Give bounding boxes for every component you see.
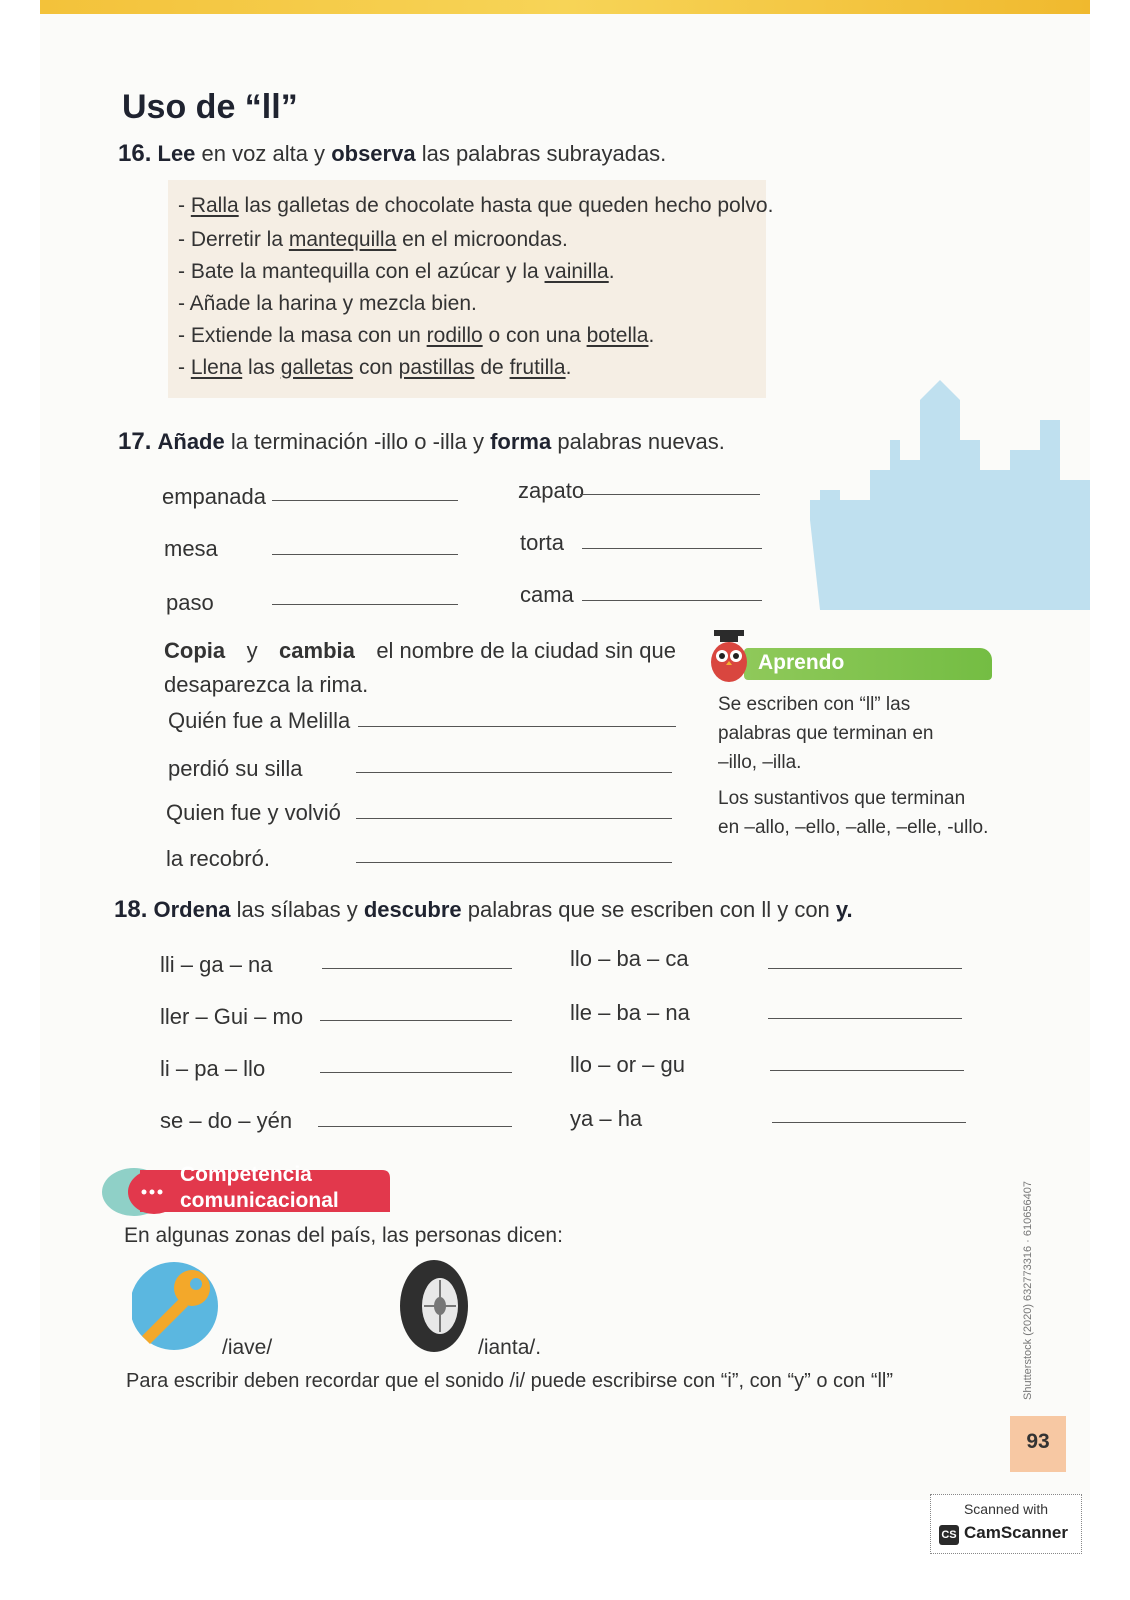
tire-icon	[396, 1256, 472, 1356]
copy-verb-copia: Copia	[164, 638, 226, 663]
aprendo-box	[706, 648, 1006, 848]
exercise-18-rest: palabras que se escriben con ll y con	[467, 897, 830, 922]
camscanner-brand: CamScanner	[964, 1523, 1068, 1542]
copy-instruction-line-2: desaparezca la rima.	[164, 672, 369, 697]
recipe-line-4	[178, 292, 477, 316]
exercise-18-verb-descubre: descubre	[363, 897, 462, 922]
exercise-16-rest: las palabras subrayadas.	[421, 141, 667, 166]
aprendo-p2-line-2: en –allo, –ello, –alle, –elle, -ullo.	[718, 817, 989, 838]
owl-icon	[706, 628, 756, 684]
competencia-label-line-1: Competencia	[180, 1163, 312, 1186]
recipe-line-2	[178, 228, 568, 252]
aprendo-p1-line-2: palabras que terminan en	[718, 723, 934, 744]
exercise-18-tail: y.	[835, 897, 853, 922]
ex17-blank-right-3[interactable]	[582, 600, 762, 601]
exercise-17-instruction	[118, 428, 725, 456]
underlined-word: vainilla	[544, 260, 609, 283]
recipe-box	[168, 180, 774, 398]
underlined-word: botella	[586, 324, 649, 347]
underlined-word: Ralla	[190, 194, 239, 217]
ex18-left-1: lli – ga – na	[160, 952, 273, 977]
competencia-label-line-2: comunicacional	[180, 1189, 339, 1212]
verse-2: perdió su silla	[168, 756, 303, 781]
underlined-word: galletas	[280, 356, 354, 379]
underlined-word: frutilla	[509, 356, 566, 379]
ex17-blank-right-1[interactable]	[580, 494, 760, 495]
exercise-16-instruction	[118, 140, 666, 168]
competencia-label	[180, 1162, 339, 1214]
ex18-left-2: ller – Gui – mo	[160, 1004, 304, 1029]
recipe-text: .	[648, 324, 655, 347]
aprendo-p1-line-3: –illo, –illa.	[718, 752, 802, 773]
competencia-banner	[100, 1160, 390, 1224]
city-skyline-illustration	[810, 380, 1090, 620]
copy-instruction	[164, 634, 676, 702]
page-number-tab	[1010, 1416, 1066, 1472]
aprendo-label: Aprendo	[758, 651, 845, 674]
ex18-right-1-blank[interactable]	[768, 968, 962, 969]
recipe-text: las	[242, 356, 281, 379]
ex18-right-4-blank[interactable]	[772, 1122, 966, 1123]
recipe-line-5	[178, 324, 654, 348]
recipe-text: .	[608, 260, 615, 283]
recipe-text: -	[178, 194, 191, 217]
key-icon	[132, 1258, 222, 1358]
ex18-right-1: llo – ba – ca	[570, 946, 689, 971]
ex18-right-3: llo – or – gu	[570, 1052, 685, 1077]
copy-instruction-line-1	[164, 634, 676, 668]
recipe-text: -	[178, 356, 191, 379]
ex18-left-1-blank[interactable]	[322, 968, 512, 969]
ex17-word-right-1: zapato	[518, 478, 585, 503]
exercise-17-verb-anade: Añade	[157, 429, 225, 454]
recipe-text: .	[565, 356, 572, 379]
recipe-line-3	[178, 260, 615, 284]
camscanner-logo: CS	[939, 1525, 959, 1545]
recipe-line-6	[178, 356, 571, 380]
exercise-18-verb-ordena: Ordena	[153, 897, 231, 922]
ex17-blank-left-3[interactable]	[272, 604, 458, 605]
underlined-word: mantequilla	[288, 228, 397, 251]
camscanner-caption: Scanned with	[963, 1501, 1049, 1517]
ex18-left-2-blank[interactable]	[320, 1020, 512, 1021]
workbook-page	[40, 0, 1090, 1500]
aprendo-paragraph-2	[718, 784, 988, 842]
ex18-left-4-blank[interactable]	[318, 1126, 512, 1127]
ex17-word-left-1: empanada	[162, 484, 266, 509]
verse-4: la recobró.	[166, 846, 270, 871]
ex17-blank-right-2[interactable]	[582, 548, 762, 549]
exercise-18-instruction	[114, 896, 853, 924]
ex17-word-right-2: torta	[520, 530, 565, 555]
ex18-right-3-blank[interactable]	[770, 1070, 964, 1071]
exercise-16-number: 16.	[118, 140, 152, 167]
copy-y: y	[246, 638, 258, 663]
exercise-17-number: 17.	[118, 428, 152, 455]
underlined-word: Llena	[190, 356, 243, 379]
verse-3: Quien fue y volvió	[166, 800, 341, 825]
verse-1: Quién fue a Melilla	[168, 708, 351, 733]
recipe-text: de	[474, 356, 510, 379]
verse-4-blank[interactable]	[356, 862, 672, 863]
recipe-text: o con una	[482, 324, 587, 347]
exercise-17-verb-forma: forma	[490, 429, 552, 454]
page-number: 93	[1026, 1430, 1050, 1453]
copy-verb-cambia: cambia	[279, 638, 355, 663]
recipe-text: - Extiende la masa con un	[178, 324, 427, 347]
exercise-18-number: 18.	[114, 896, 148, 923]
ex18-right-2-blank[interactable]	[768, 1018, 962, 1019]
recipe-text: las galletas de chocolate hasta que queden hecho polvo.	[238, 194, 774, 217]
exercise-17-rest: palabras nuevas.	[557, 429, 725, 454]
exercise-16-verb-observa: observa	[331, 141, 416, 166]
ex17-word-left-3: paso	[166, 590, 214, 615]
competencia-intro: En algunas zonas del país, las personas dicen:	[124, 1224, 563, 1247]
ex17-word-left-2: mesa	[164, 536, 218, 561]
recipe-text: - Derretir la	[178, 228, 289, 251]
ex18-right-2: lle – ba – na	[570, 1000, 690, 1025]
exercise-17-middle: la terminación -illo o -illa y	[230, 429, 484, 454]
recipe-line-1	[178, 194, 773, 218]
recipe-text: en el microondas.	[396, 228, 568, 251]
ex18-right-4: ya – ha	[570, 1106, 643, 1131]
ex17-blank-left-2[interactable]	[272, 554, 458, 555]
image-credit: Shutterstock (2020) 632773316 · 610656407	[1022, 1181, 1034, 1400]
aprendo-p2-line-1: Los sustantivos que terminan	[718, 788, 966, 809]
camscanner-watermark	[930, 1494, 1082, 1554]
exercise-16-verb-lee: Lee	[157, 141, 196, 166]
ex18-left-3: li – pa – llo	[160, 1056, 266, 1081]
exercise-18-middle: las sílabas y	[236, 897, 358, 922]
aprendo-p1-line-1: Se escriben con “ll” las	[718, 694, 911, 715]
ex18-left-3-blank[interactable]	[320, 1072, 512, 1073]
recipe-text: - Bate la mantequilla con el azúcar y la	[178, 260, 545, 283]
copy-line1-rest: el nombre de la ciudad sin que	[376, 638, 676, 663]
verse-1-blank[interactable]	[358, 726, 676, 727]
aprendo-paragraph-1	[718, 690, 933, 777]
exercise-16-middle: en voz alta y	[201, 141, 326, 166]
underlined-word: rodillo	[426, 324, 483, 347]
underlined-word: pastillas	[398, 356, 475, 379]
competencia-word-ianta: /ianta/.	[478, 1336, 542, 1359]
recipe-text: con	[353, 356, 399, 379]
ex18-left-4: se – do – yén	[160, 1108, 293, 1133]
competencia-word-iave: /iave/	[222, 1336, 273, 1359]
ex17-blank-left-1[interactable]	[272, 500, 458, 501]
top-color-bar	[40, 0, 1090, 14]
ex17-word-right-3: cama	[520, 582, 574, 607]
competencia-note: Para escribir deben recordar que el sonido /i/ puede escribirse con “i”, con “y” o con “ll”	[126, 1370, 894, 1392]
page-title: Uso de “ll”	[122, 88, 298, 126]
recipe-text: - Añade la harina y mezcla bien.	[178, 292, 477, 315]
verse-2-blank[interactable]	[356, 772, 672, 773]
verse-3-blank[interactable]	[356, 818, 672, 819]
